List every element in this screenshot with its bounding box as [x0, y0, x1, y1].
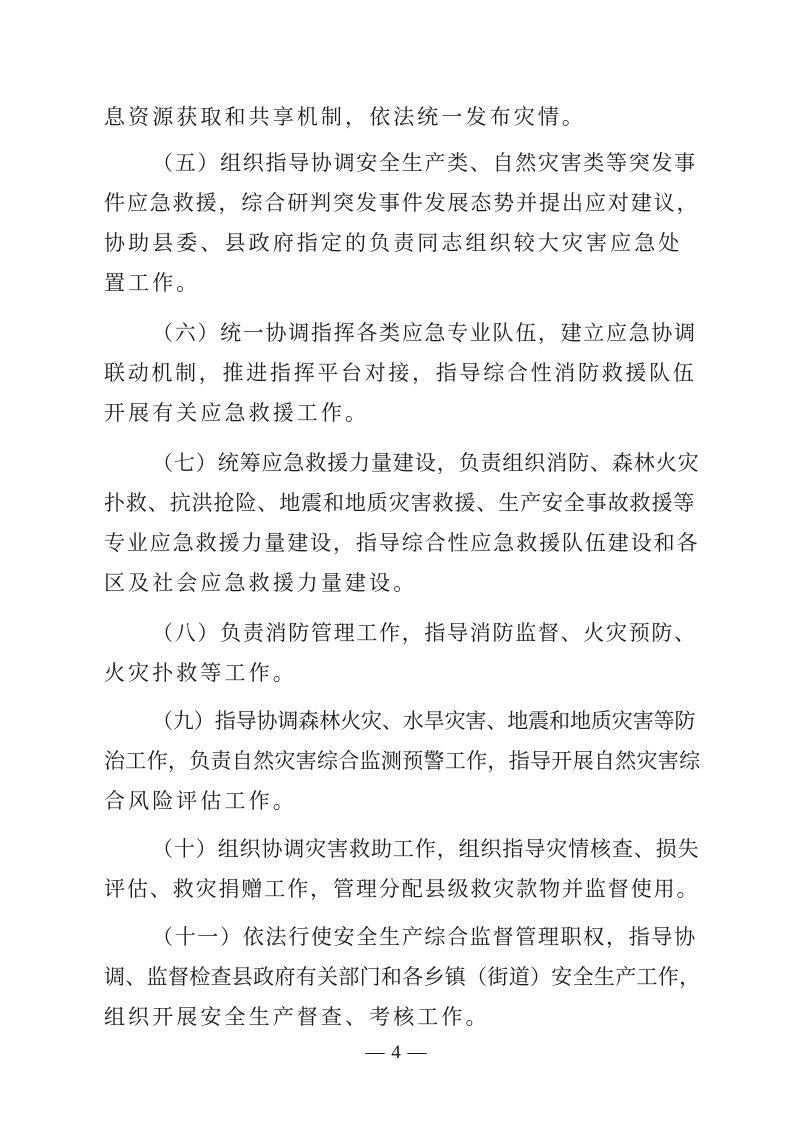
- text-line-16: 治工作，负责自然灾害综合监测预警工作，指导开展自然灾害综: [104, 749, 701, 773]
- text-line-21: 调、监督检查县政府有关部门和各乡镇（街道）安全生产工作，: [104, 965, 701, 989]
- text-line-19: 评估、救灾捐赠工作，管理分配县级救灾款物并监督使用。: [104, 877, 700, 901]
- text-line-12: 区及社会应急救援力量建设。: [104, 571, 418, 595]
- text-line-9: （七）统筹应急救援力量建设，负责组织消防、森林火灾: [152, 451, 700, 475]
- text-line-13: （八）负责消防管理工作，指导消防监督、火灾预防、: [152, 621, 697, 645]
- text-line-4: 协助县委、县政府指定的负责同志组织较大灾害应急处: [104, 231, 683, 255]
- text-line-8: 开展有关应急救援工作。: [104, 401, 370, 425]
- text-line-7: 联动机制，推进指挥平台对接，指导综合性消防救援队伍: [104, 361, 697, 385]
- text-line-20: （十一）依法行使安全生产综合监督管理职权，指导协: [152, 925, 697, 949]
- text-line-14: 火灾扑救等工作。: [104, 661, 297, 685]
- text-line-2: （五）组织指导协调安全生产类、自然灾害类等突发事: [152, 151, 697, 175]
- text-line-22: 组织开展安全生产督查、考核工作。: [104, 1005, 490, 1029]
- text-line-15: （九）指导协调森林火灾、水旱灾害、地震和地质灾害等防: [152, 709, 696, 733]
- text-line-6: （六）统一协调指挥各类应急专业队伍，建立应急协调: [152, 321, 697, 345]
- page-number: — 4 —: [365, 1042, 428, 1063]
- text-line-1: 息资源获取和共享机制，依法统一发布灾情。: [104, 105, 586, 129]
- text-line-11: 专业应急救援力量建设，指导综合性应急救援队伍建设和各: [104, 531, 700, 555]
- text-line-18: （十）组织协调灾害救助工作，组织指导灾情核查、损失: [152, 837, 700, 861]
- text-line-17: 合风险评估工作。: [104, 789, 297, 813]
- text-line-10: 扑救、抗洪抢险、地震和地质灾害救援、生产安全事故救援等: [104, 491, 696, 515]
- text-line-3: 件应急救援，综合研判突发事件发展态势并提出应对建议，: [104, 191, 700, 215]
- text-line-5: 置工作。: [104, 271, 201, 295]
